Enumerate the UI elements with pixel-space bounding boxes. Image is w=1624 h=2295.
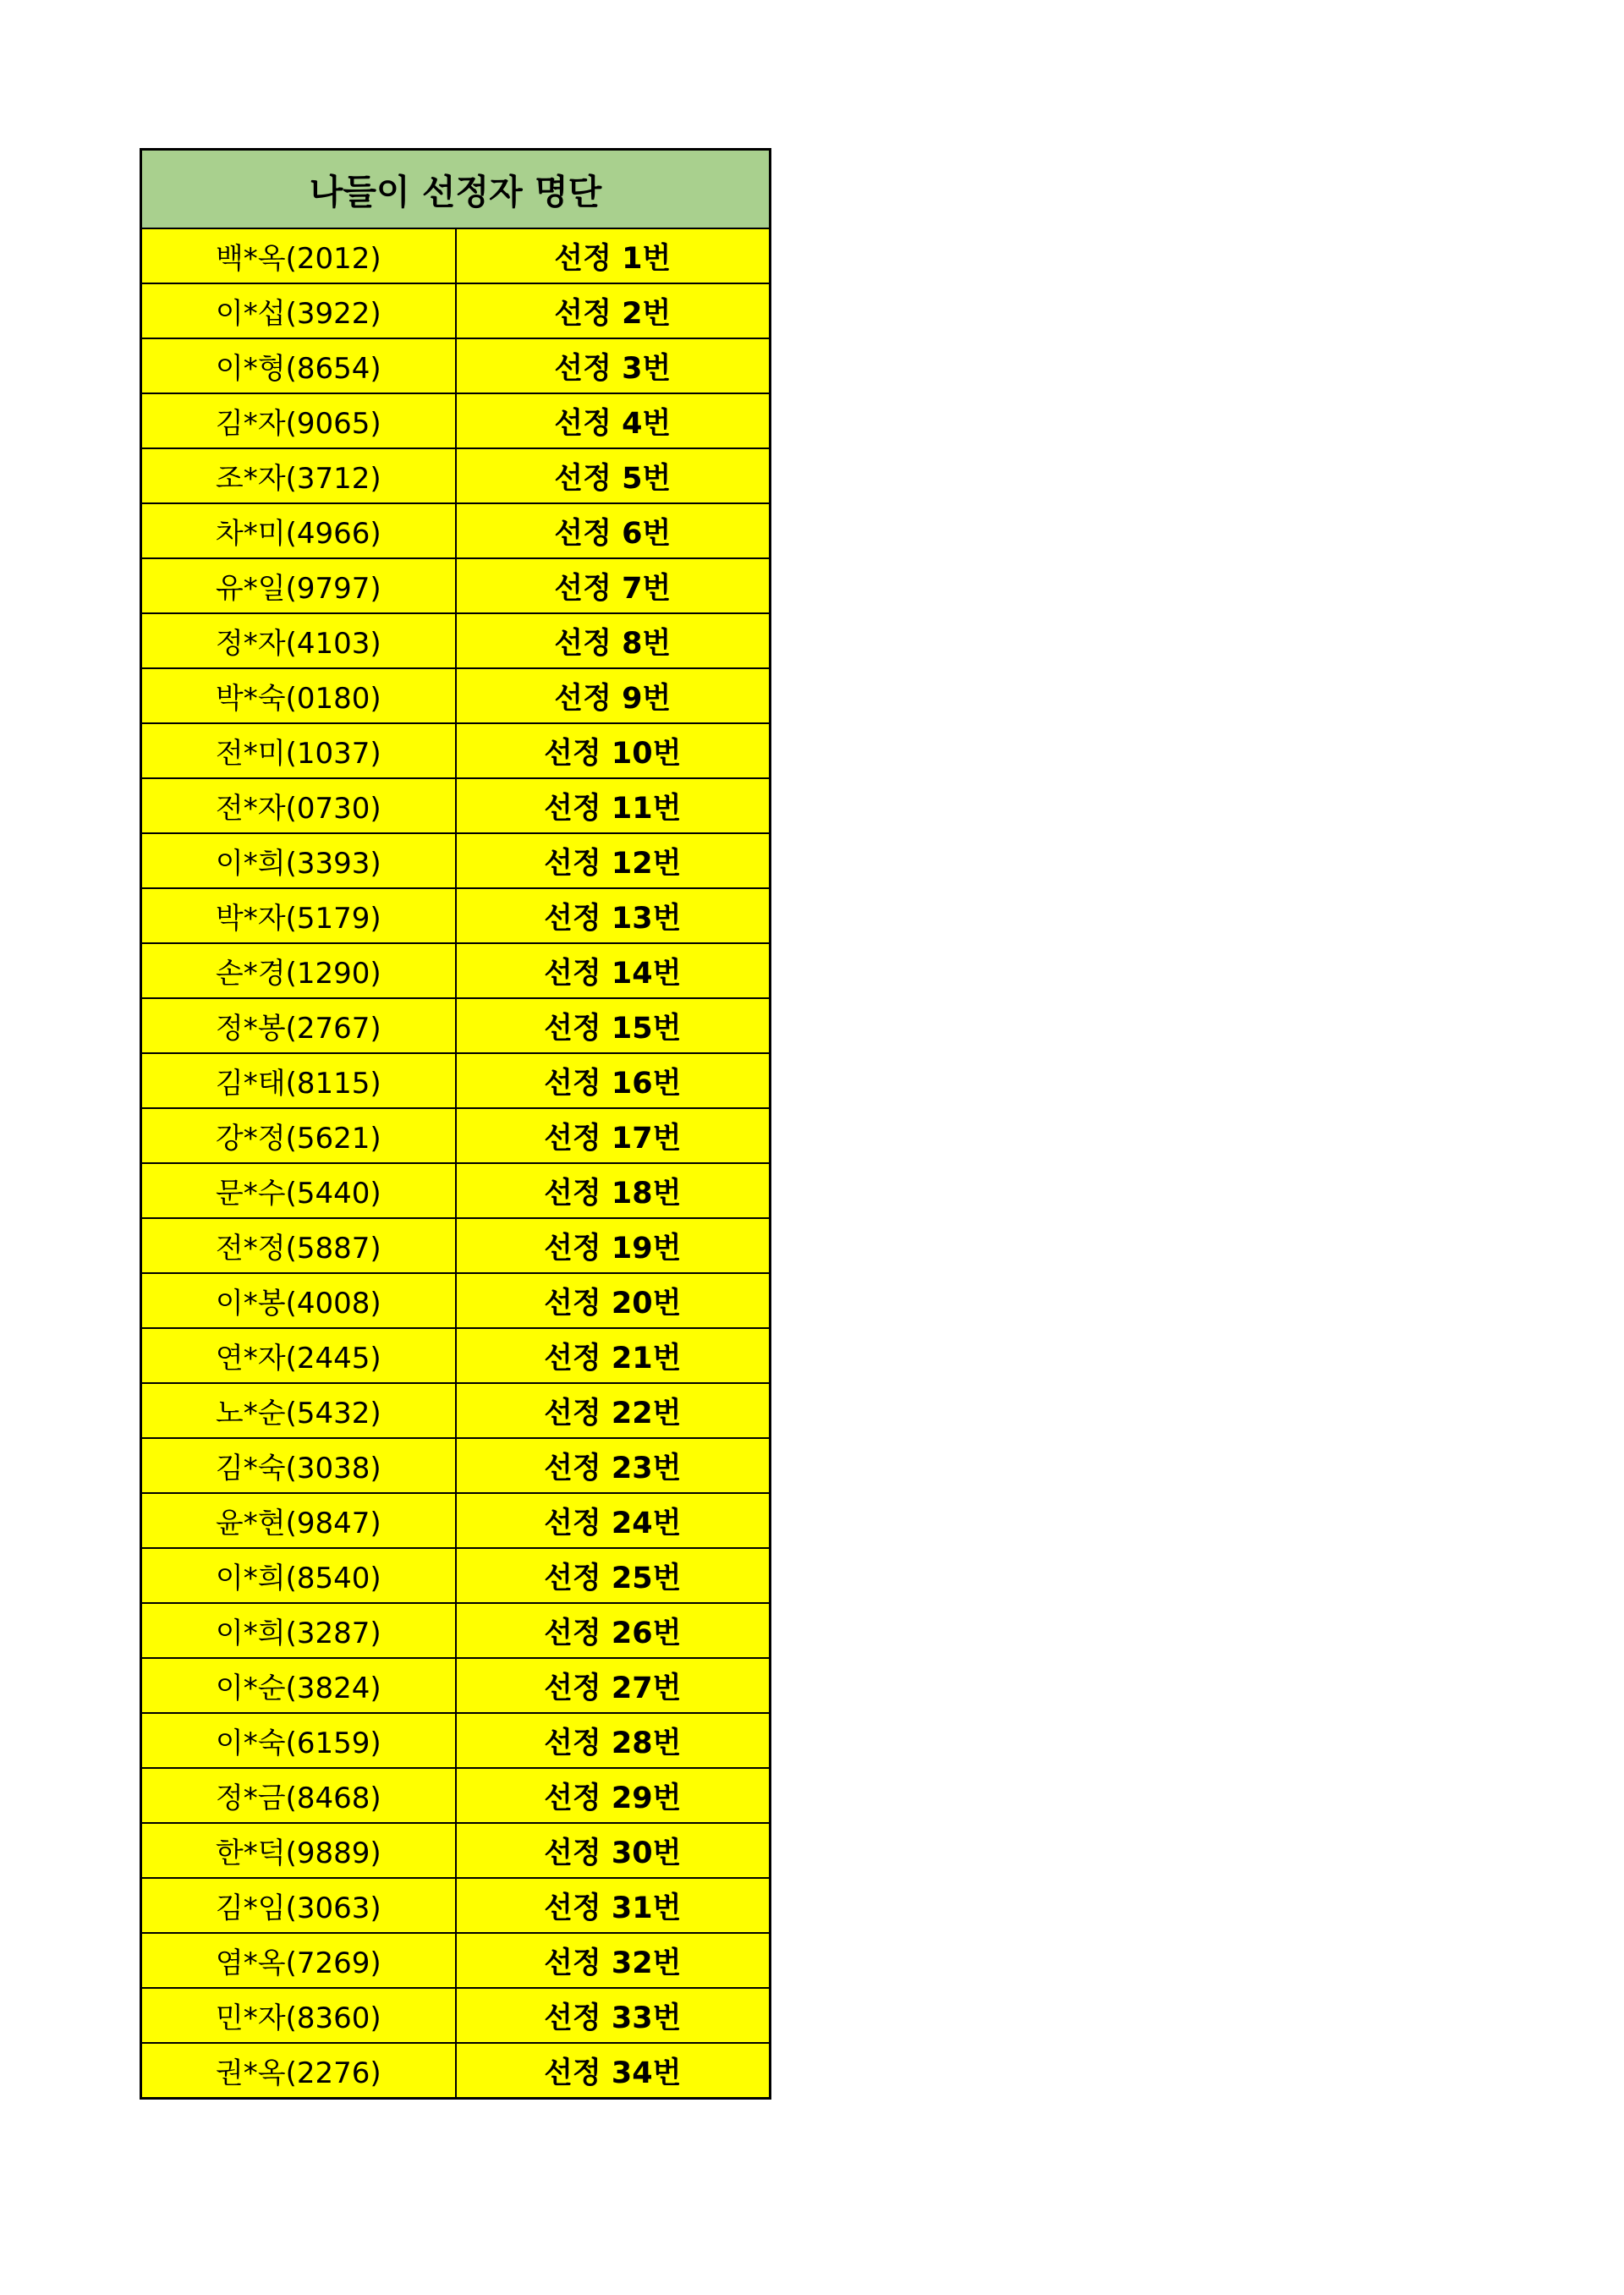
table-row — [141, 1438, 771, 1493]
selection-order-cell: 선정 20번 — [456, 1273, 771, 1328]
selection-order-cell: 선정 21번 — [456, 1328, 771, 1383]
selection-order-cell: 선정 25번 — [456, 1548, 771, 1603]
selection-order-cell: 선정 31번 — [456, 1878, 771, 1933]
selection-order-cell: 선정 4번 — [456, 393, 771, 448]
table-row — [141, 613, 771, 668]
table-row — [141, 998, 771, 1053]
selection-order-cell: 선정 27번 — [456, 1658, 771, 1713]
selectee-name-cell: 김*임(3063) — [141, 1878, 456, 1933]
selection-order-cell: 선정 29번 — [456, 1768, 771, 1823]
selectee-name-cell: 박*숙(0180) — [141, 668, 456, 723]
selection-order-cell: 선정 15번 — [456, 998, 771, 1053]
table-body — [141, 228, 771, 2099]
selectee-name-cell: 노*순(5432) — [141, 1383, 456, 1438]
table-row — [141, 1493, 771, 1548]
table-row — [141, 833, 771, 888]
selection-order-cell: 선정 34번 — [456, 2043, 771, 2099]
table-row — [141, 503, 771, 558]
selectee-name-cell: 권*옥(2276) — [141, 2043, 456, 2099]
selectee-name-cell: 염*옥(7269) — [141, 1933, 456, 1988]
table-row — [141, 393, 771, 448]
selection-order-cell: 선정 2번 — [456, 283, 771, 338]
selection-order-cell: 선정 11번 — [456, 778, 771, 833]
selectee-name-cell: 윤*현(9847) — [141, 1493, 456, 1548]
selectee-name-cell: 정*자(4103) — [141, 613, 456, 668]
table-row — [141, 448, 771, 503]
selection-order-cell: 선정 3번 — [456, 338, 771, 393]
selectee-name-cell: 김*숙(3038) — [141, 1438, 456, 1493]
selectee-name-cell: 정*금(8468) — [141, 1768, 456, 1823]
selection-order-cell: 선정 8번 — [456, 613, 771, 668]
selection-order-cell: 선정 33번 — [456, 1988, 771, 2043]
table-row — [141, 338, 771, 393]
selectee-name-cell: 전*미(1037) — [141, 723, 456, 778]
table-row — [141, 1658, 771, 1713]
selection-order-cell: 선정 9번 — [456, 668, 771, 723]
table-row — [141, 2043, 771, 2099]
selection-order-cell: 선정 19번 — [456, 1218, 771, 1273]
table-row — [141, 1768, 771, 1823]
selection-order-cell: 선정 26번 — [456, 1603, 771, 1658]
selectee-name-cell: 정*봉(2767) — [141, 998, 456, 1053]
selection-order-cell: 선정 10번 — [456, 723, 771, 778]
table-row — [141, 1713, 771, 1768]
table-row — [141, 778, 771, 833]
table-row — [141, 1548, 771, 1603]
table-header — [141, 150, 771, 229]
selection-order-cell: 선정 14번 — [456, 943, 771, 998]
selectee-name-cell: 차*미(4966) — [141, 503, 456, 558]
selectee-name-cell: 연*자(2445) — [141, 1328, 456, 1383]
selection-order-cell: 선정 7번 — [456, 558, 771, 613]
selectee-name-cell: 이*봉(4008) — [141, 1273, 456, 1328]
table-row — [141, 1273, 771, 1328]
table-row — [141, 1108, 771, 1163]
selectee-name-cell: 조*자(3712) — [141, 448, 456, 503]
table-row — [141, 1878, 771, 1933]
selectee-name-cell: 한*덕(9889) — [141, 1823, 456, 1878]
selection-order-cell: 선정 23번 — [456, 1438, 771, 1493]
selectee-name-cell: 박*자(5179) — [141, 888, 456, 943]
table-row — [141, 723, 771, 778]
table-row — [141, 1218, 771, 1273]
selection-order-cell: 선정 32번 — [456, 1933, 771, 1988]
selection-order-cell: 선정 30번 — [456, 1823, 771, 1878]
table-row — [141, 1053, 771, 1108]
selectee-name-cell: 김*자(9065) — [141, 393, 456, 448]
table-row — [141, 1933, 771, 1988]
table-row — [141, 668, 771, 723]
selection-order-cell: 선정 5번 — [456, 448, 771, 503]
selection-order-cell: 선정 22번 — [456, 1383, 771, 1438]
table-row — [141, 1823, 771, 1878]
selectee-name-cell: 김*태(8115) — [141, 1053, 456, 1108]
table-row — [141, 283, 771, 338]
selection-order-cell: 선정 16번 — [456, 1053, 771, 1108]
table-row — [141, 228, 771, 283]
selectee-name-cell: 민*자(8360) — [141, 1988, 456, 2043]
header-row — [141, 150, 771, 229]
selectee-name-cell: 이*희(8540) — [141, 1548, 456, 1603]
selection-order-cell: 선정 1번 — [456, 228, 771, 283]
table-row — [141, 1603, 771, 1658]
selection-order-cell: 선정 12번 — [456, 833, 771, 888]
table-row — [141, 558, 771, 613]
selection-order-cell: 선정 13번 — [456, 888, 771, 943]
selectee-name-cell: 이*희(3393) — [141, 833, 456, 888]
selectee-name-cell: 이*순(3824) — [141, 1658, 456, 1713]
selectee-name-cell: 강*정(5621) — [141, 1108, 456, 1163]
table-title: 나들이 선정자 명단 — [141, 150, 771, 229]
selectee-name-cell: 이*희(3287) — [141, 1603, 456, 1658]
selection-order-cell: 선정 6번 — [456, 503, 771, 558]
selectee-name-cell: 전*정(5887) — [141, 1218, 456, 1273]
selectee-name-cell: 백*옥(2012) — [141, 228, 456, 283]
table-row — [141, 888, 771, 943]
selectee-name-cell: 전*자(0730) — [141, 778, 456, 833]
selectee-name-cell: 이*섭(3922) — [141, 283, 456, 338]
selection-order-cell: 선정 17번 — [456, 1108, 771, 1163]
selectee-name-cell: 이*숙(6159) — [141, 1713, 456, 1768]
selection-order-cell: 선정 24번 — [456, 1493, 771, 1548]
selection-order-cell: 선정 18번 — [456, 1163, 771, 1218]
selection-roster-table — [140, 148, 771, 2100]
table-row — [141, 943, 771, 998]
selectee-name-cell: 손*경(1290) — [141, 943, 456, 998]
selectee-name-cell: 이*형(8654) — [141, 338, 456, 393]
table-row — [141, 1163, 771, 1218]
selectee-name-cell: 문*수(5440) — [141, 1163, 456, 1218]
selection-order-cell: 선정 28번 — [456, 1713, 771, 1768]
table-row — [141, 1328, 771, 1383]
table-row — [141, 1383, 771, 1438]
table-row — [141, 1988, 771, 2043]
selectee-name-cell: 유*일(9797) — [141, 558, 456, 613]
